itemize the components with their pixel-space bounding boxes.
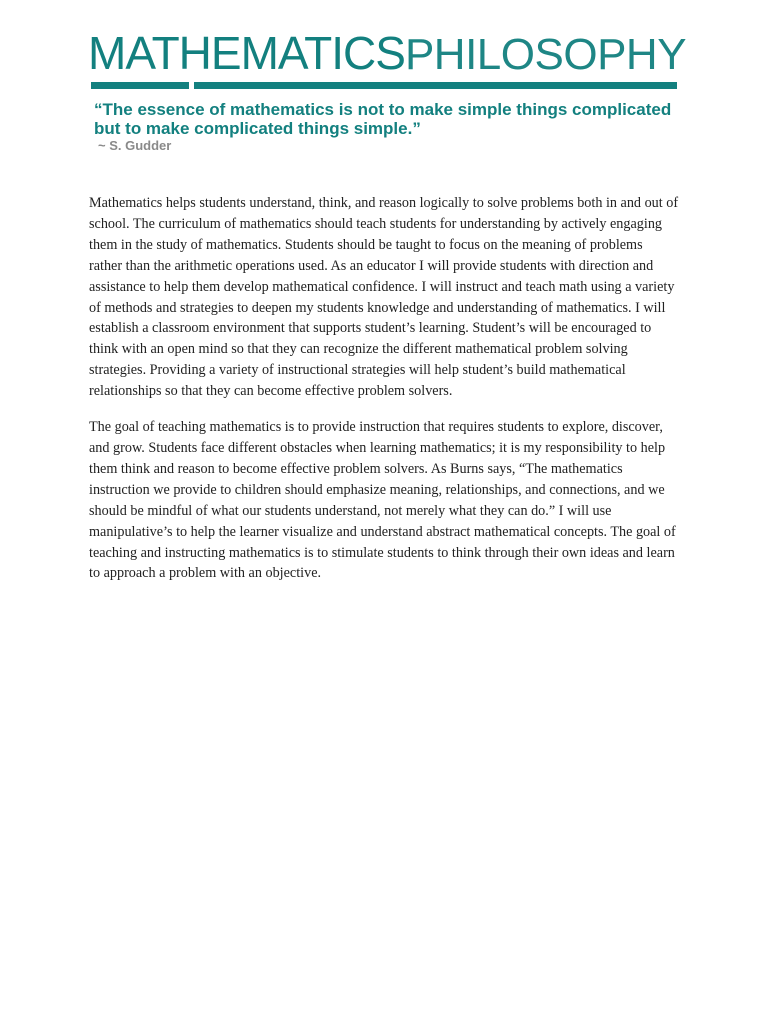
title-bold: MATHEMATICS [88,27,405,79]
paragraph: The goal of teaching mathematics is to provide instruction that requires students to explore, discover, and grow. Students face different obstacles when learning mathematics; it is my responsibility to help them think and reason to become effective problem solvers. As Burns says, “The mathematics instruction we provide to children should emphasize meaning, relationships, and connections, and we should be mindful of what our students understand, not merely what they can do.” I will use manipulative’s to help the learner visualize and understand abstract mathematical concepts. The goal of teaching and instructing mathematics is to stimulate students to think through their own ideas and learn to approach a problem with an objective. [89,419,676,582]
epigraph-quote: “The essence of mathematics is not to make simple things complicated but to make complicated things simple.” [94,100,672,138]
title-rule-left [91,82,189,89]
page-title [88,28,688,78]
title-rule-right [194,82,677,89]
body-text [89,193,679,584]
epigraph-author: ~ S. Gudder [98,138,172,153]
paragraph: Mathematics helps students understand, think, and reason logically to solve problems both in and out of school. The curriculum of mathematics should teach students for understanding by actively engaging them in the study of mathematics. Students should be taught to focus on the meaning of problems rather than the arithmetic operations used. As an educator I will provide students with direction and assistance to help them develop mathematical confidence. I will instruct and teach math using a variety of methods and strategies to deepen my students knowledge and understanding of mathematics. I will establish a classroom environment that supports student’s learning. Student’s will be encouraged to think with an open mind so that they can recognize the different mathematical problem solving strategies. Providing a variety of instructional strategies will help student’s build mathematical relationships so that they can become effective problem solvers. [89,195,679,400]
title-light: PHILOSOPHY [404,30,687,79]
